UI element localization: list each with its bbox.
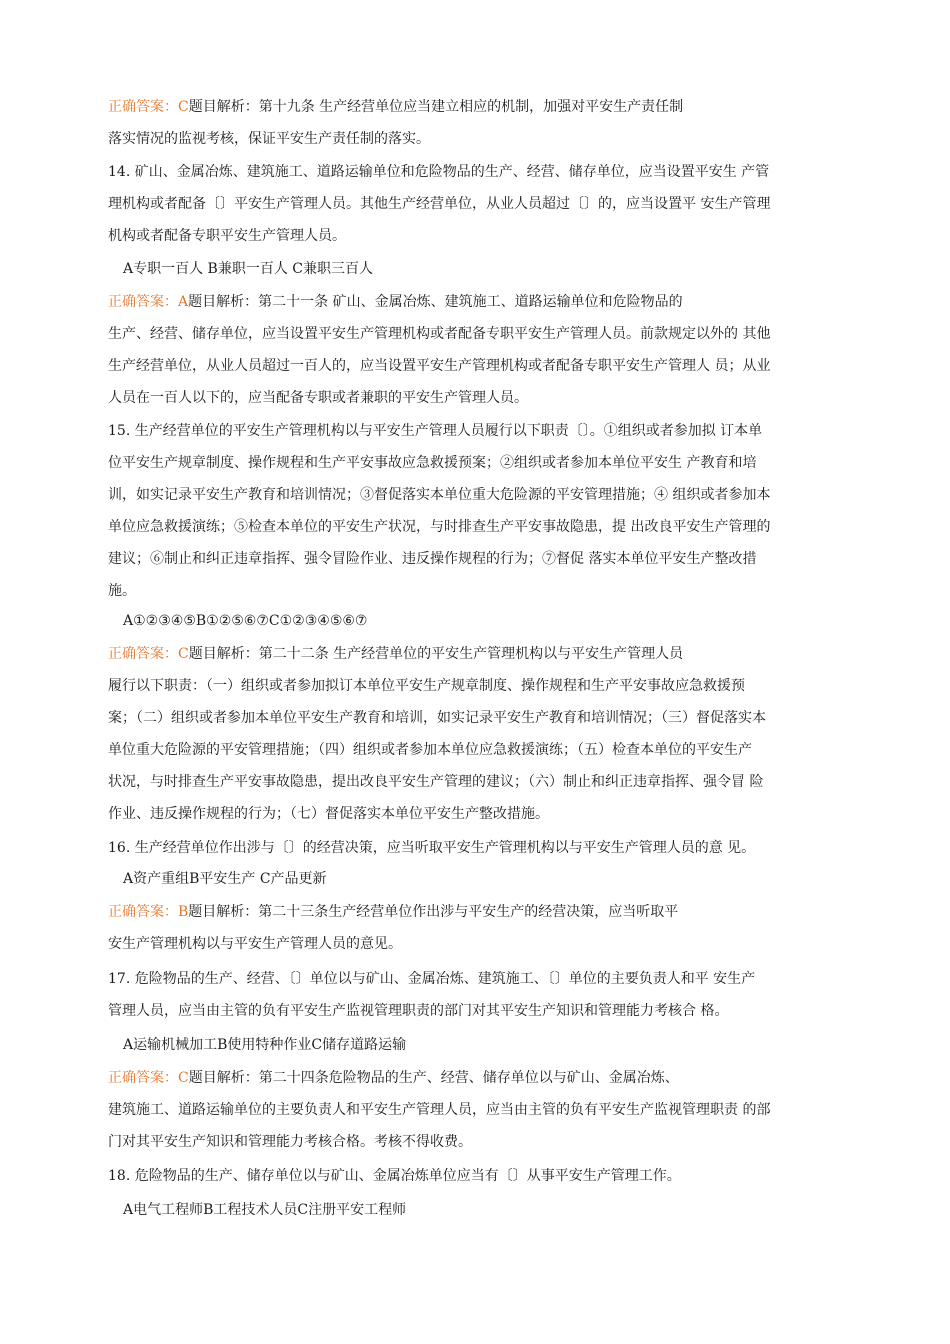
paragraph-line: 训，如实记录平安生产教育和培训情况；③督促落实本单位重大危险源的平安管理措施；④ 组织或者参加本 <box>108 487 771 503</box>
answer-options: A①②③④⑤B①②⑤⑥⑦C①②③④⑤⑥⑦ <box>123 613 368 629</box>
answer-explanation: 题目解析：第二十四条危险物品的生产、经营、储存单位以与矿山、金属冶炼、 <box>188 1070 679 1086</box>
paragraph-line: 管理人员，应当由主管的负有平安生产监视管理职责的部门对其平安生产知识和管理能力考核合 格。 <box>108 1003 729 1019</box>
paragraph-line: 单位应急救援演练；⑤检查本单位的平安生产状况，与时排查生产平安事故隐患，提 出改良平安生产管理的 <box>108 519 771 535</box>
answer-label: 正确答案： <box>108 1070 178 1086</box>
answer-line <box>108 97 683 117</box>
paragraph-line: 门对其平安生产知识和管理能力考核合格。考核不得收费。 <box>108 1134 472 1150</box>
answer-label: 正确答案： <box>108 904 178 920</box>
paragraph-line: 落实情况的监视考核，保证平安生产责任制的落实。 <box>108 131 430 147</box>
paragraph-line: 生产经营单位，从业人员超过一百人的，应当设置平安生产管理机构或者配备专职平安生产管理人 员；从业 <box>108 358 771 374</box>
answer-explanation: 题目解析：第二十一条 矿山、金属冶炼、建筑施工、道路运输单位和危险物品的 <box>188 294 683 310</box>
answer-line <box>108 644 683 664</box>
paragraph-line: 建议；⑥制止和纠正违章指挥、强令冒险作业、违反操作规程的行为；⑦督促 落实本单位平安生产整改措 <box>108 551 757 567</box>
answer-letter: C <box>178 1070 189 1086</box>
answer-options: A资产重组B平安生产 C产品更新 <box>123 871 327 887</box>
answer-explanation: 题目解析：第二十二条 生产经营单位的平安生产管理机构以与平安生产管理人员 <box>188 646 684 662</box>
paragraph-line: 18. 危险物品的生产、储存单位以与矿山、金属冶炼单位应当有〔〕从事平安生产管理工作。 <box>108 1168 681 1184</box>
paragraph-line: 作业、违反操作规程的行为；（七）督促落实本单位平安生产整改措施。 <box>108 806 549 822</box>
answer-options: A电气工程师B工程技术人员C注册平安工程师 <box>123 1202 407 1218</box>
paragraph-line: 履行以下职责：（一）组织或者参加拟订本单位平安生产规章制度、操作规程和生产平安事故应急救援预 <box>108 678 745 694</box>
answer-line <box>108 902 678 922</box>
paragraph-line: 安生产管理机构以与平安生产管理人员的意见。 <box>108 936 402 952</box>
paragraph-line: 15. 生产经营单位的平安生产管理机构以与平安生产管理人员履行以下职责〔〕。①组织或者参加拟 订本单 <box>108 423 763 439</box>
paragraph-line: 理机构或者配备〔〕平安生产管理人员。其他生产经营单位，从业人员超过〔〕的，应当设置平 安生产管理 <box>108 196 771 212</box>
answer-letter: B <box>178 904 189 920</box>
paragraph-line: 位平安生产规章制度、操作规程和生产平安事故应急救援预案；②组织或者参加本单位平安生 产教育和培 <box>108 455 757 471</box>
paragraph-line: 建筑施工、道路运输单位的主要负责人和平安生产管理人员，应当由主管的负有平安生产监视管理职责 的部 <box>108 1102 771 1118</box>
answer-line <box>108 1068 679 1088</box>
answer-label: 正确答案： <box>108 646 178 662</box>
paragraph-line: 17. 危险物品的生产、经营、〔〕单位以与矿山、金属冶炼、建筑施工、〔〕单位的主要负责人和平 安生产 <box>108 971 756 987</box>
answer-options: A运输机械加工B使用特种作业C储存道路运输 <box>123 1037 407 1053</box>
answer-explanation: 题目解析：第十九条 生产经营单位应当建立相应的机制，加强对平安生产责任制 <box>188 99 684 115</box>
paragraph-line: 单位重大危险源的平安管理措施；（四）组织或者参加本单位应急救援演练；（五）检查本单位的平安生产 <box>108 742 752 758</box>
answer-label: 正确答案： <box>108 294 178 310</box>
answer-letter: A <box>178 294 189 310</box>
paragraph-line: 状况，与时排查生产平安事故隐患，提出改良平安生产管理的建议；（六）制止和纠正违章指挥、强令冒 险 <box>108 774 764 790</box>
paragraph-line: 机构或者配备专职平安生产管理人员。 <box>108 228 346 244</box>
answer-explanation: 题目解析：第二十三条生产经营单位作出涉与平安生产的经营决策，应当听取平 <box>188 904 679 920</box>
paragraph-line: 14. 矿山、金属冶炼、建筑施工、道路运输单位和危险物品的生产、经营、储存单位，应当设置平安生 产管 <box>108 164 770 180</box>
answer-letter: C <box>178 99 189 115</box>
paragraph-line: 生产、经营、储存单位，应当设置平安生产管理机构或者配备专职平安生产管理人员。前款规定以外的 其他 <box>108 326 771 342</box>
paragraph-line: 人员在一百人以下的，应当配备专职或者兼职的平安生产管理人员。 <box>108 390 528 406</box>
answer-letter: C <box>178 646 189 662</box>
paragraph-line: 案；（二）组织或者参加本单位平安生产教育和培训，如实记录平安生产教育和培训情况；（三）督促落实本 <box>108 710 766 726</box>
answer-options: A专职一百人 B兼职一百人 C兼职三百人 <box>123 261 374 277</box>
answer-line <box>108 292 683 312</box>
paragraph-line: 16. 生产经营单位作出涉与〔〕的经营决策，应当听取平安生产管理机构以与平安生产管理人员的意 见。 <box>108 840 756 856</box>
paragraph-line: 施。 <box>108 583 136 599</box>
answer-label: 正确答案： <box>108 99 178 115</box>
